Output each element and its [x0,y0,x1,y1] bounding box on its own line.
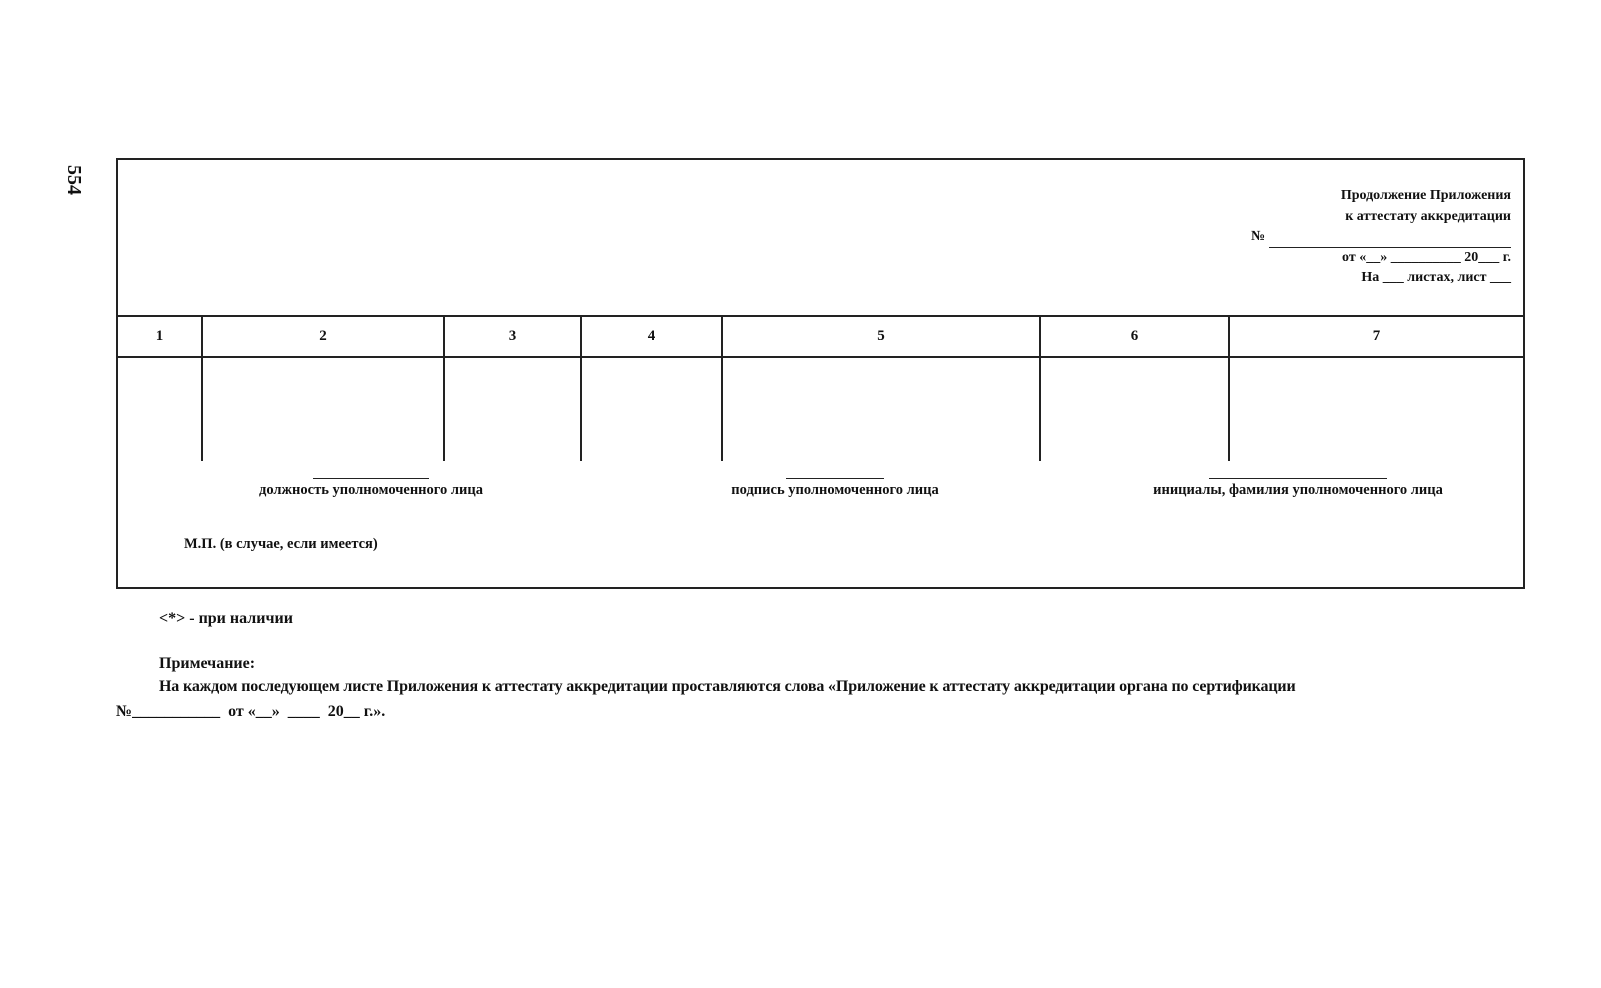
appendix-header [1251,186,1511,289]
header-date-line: от «__» __________ 20___ г. [1342,249,1511,265]
stamp-place: М.П. (в случае, если имеется) [184,536,378,552]
name-caption: инициалы, фамилия уполномоченного лица [1153,482,1443,498]
header-line-1: Продолжение Приложения [1340,188,1511,203]
note-text-continuation: №___________ от «__» ____ 20__ г.». [116,703,386,720]
sign-blank [786,478,884,479]
note-title: Примечание: [159,655,256,672]
footnote: <*> - при наличии [159,610,293,627]
header-number-line [1251,227,1511,248]
table-cell [722,357,1040,461]
table-cell [581,357,722,461]
signature-sign [712,478,958,499]
column-header: 6 [1040,316,1229,357]
table-cell [202,357,444,461]
signature-name [1126,478,1470,499]
appendix-form-frame [116,158,1525,589]
columns-header-row [118,316,1523,357]
number-blank [1269,233,1511,248]
table-cell [118,357,202,461]
column-header: 2 [202,316,444,357]
signature-position [240,478,502,499]
name-blank [1209,478,1387,479]
position-caption: должность уполномоченного лица [259,482,483,498]
sign-caption: подпись уполномоченного лица [731,482,939,498]
table-cell [1040,357,1229,461]
column-header: 3 [444,316,581,357]
column-header: 4 [581,316,722,357]
note-text: На каждом последующем листе Приложения к аттестату аккредитации проставляются слова «Приложение к аттестату аккредитации органа по сертификации [159,678,1296,695]
table-cell [444,357,581,461]
column-header: 7 [1229,316,1523,357]
number-label: № [1251,229,1266,244]
header-line-2: к аттестату аккредитации [1345,208,1511,224]
page-number: 554 [63,165,86,195]
header-pages-line: На ___ листах, лист ___ [1361,270,1511,285]
columns-table [118,315,1523,461]
table-row [118,357,1523,461]
position-blank [313,478,429,479]
column-header: 5 [722,316,1040,357]
table-cell [1229,357,1523,461]
column-header: 1 [118,316,202,357]
